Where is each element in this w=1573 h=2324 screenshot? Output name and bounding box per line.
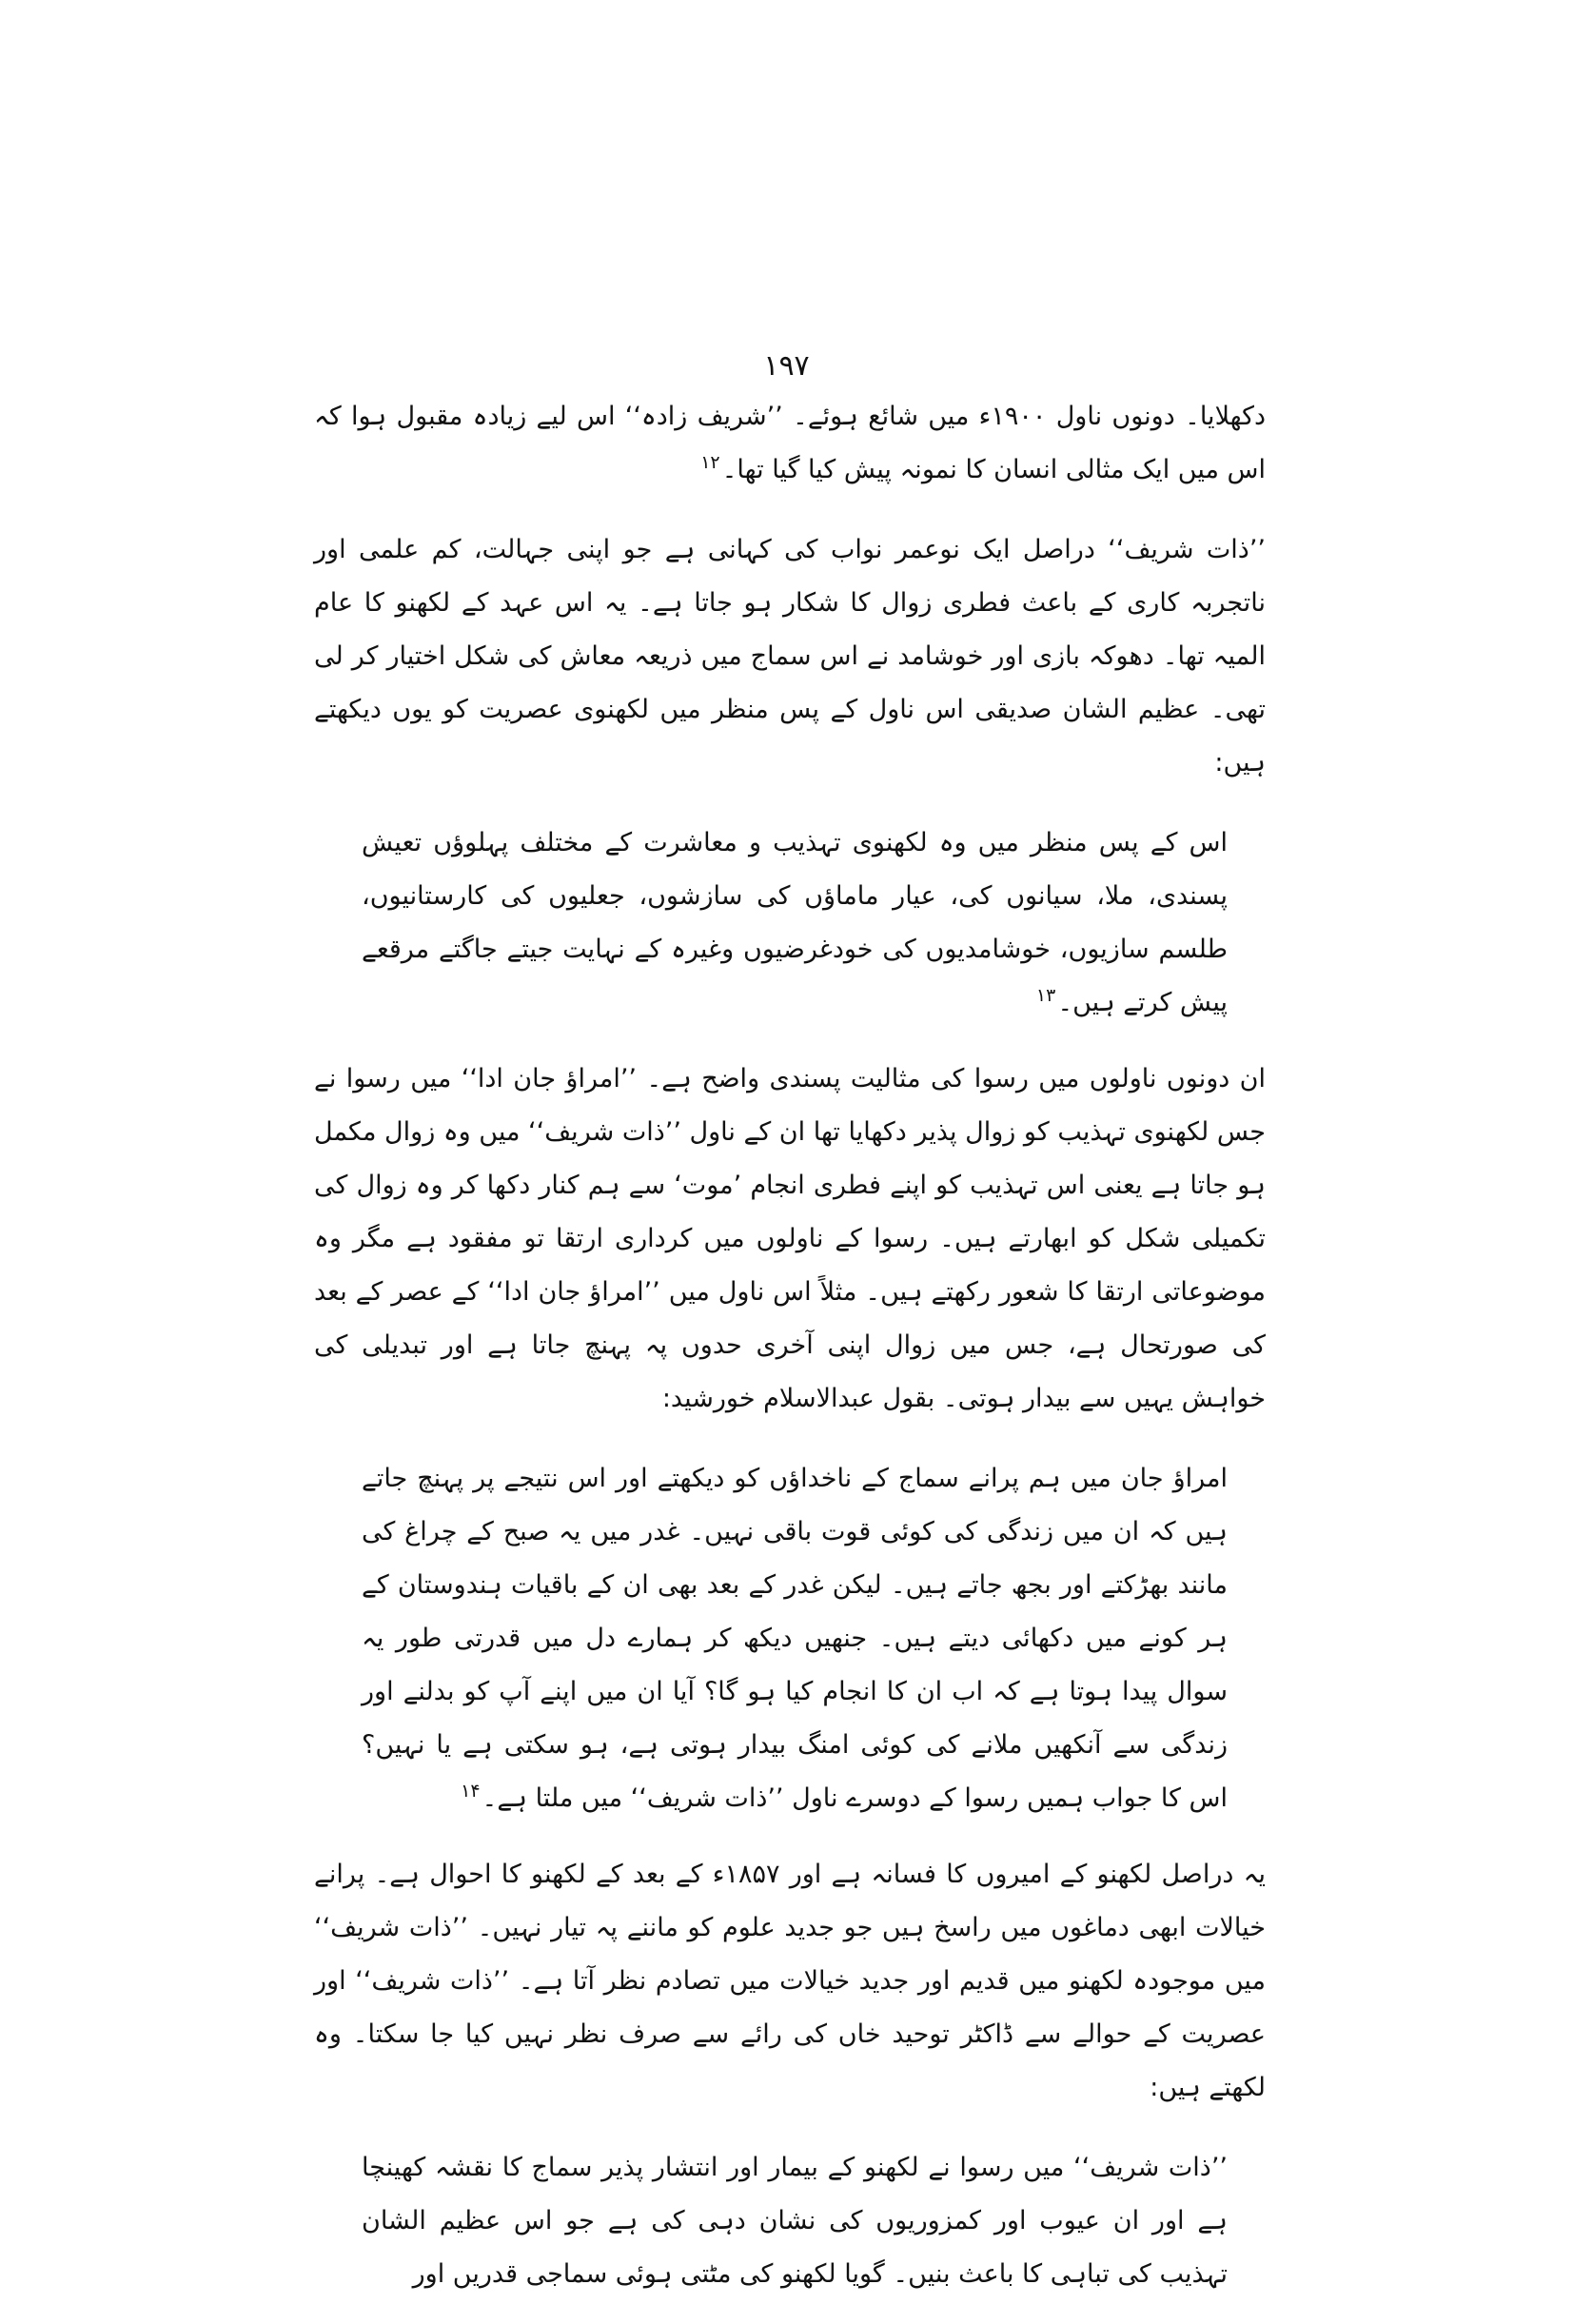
- paragraph-text: ان دونوں ناولوں میں رسوا کی مثالیت پسندی واضح ہے۔ ’’امراؤ جان ادا‘‘ میں رسوا نے جس لکھنوی تہذیب کو زوال پذیر دکھایا تھا ان کے ناول ’’ذات شریف‘‘ میں وہ زوال مکمل ہو جاتا ہے یعنی اس تہذیب کو اپنے فطری انجام ’موت‘ سے ہم کنار دکھا کر وہ زوال کی تکمیلی شکل کو ابھارتے ہیں۔ رسوا کے ناولوں میں کرداری ارتقا تو مفقود ہے مگر وہ موضوعاتی ارتقا کا شعور رکھتے ہیں۔ مثلاً اس ناول میں ’’امراؤ جان ادا‘‘ کے عصر کے بعد کی صورتحال ہے، جس میں زوال اپنی آخری حدوں پہ پہنچ جاتا ہے اور تبدیلی کی خواہش یہیں سے بیدار ہوتی۔ بقول عبدالاسلام خورشید:: [314, 1064, 1266, 1413]
- page-number: ۱۹۷: [763, 349, 810, 383]
- block-quote-2: [362, 1452, 1228, 1825]
- paragraph-4: [314, 1848, 1266, 2115]
- footnote-marker: ۱۴: [461, 1781, 481, 1802]
- footnote-marker: ۱۲: [700, 452, 720, 473]
- paragraph-1: [314, 390, 1266, 497]
- paragraph-text: ’’ذات شریف‘‘ دراصل ایک نوعمر نواب کی کہانی ہے جو اپنی جہالت، کم علمی اور ناتجربہ کاری کے باعث فطری زوال کا شکار ہو جاتا ہے۔ یہ اس عہد کے لکھنو کا عام المیہ تھا۔ دھوکہ بازی اور خوشامد نے اس سماج میں ذریعہ معاش کی شکل اختیار کر لی تھی۔ عظیم الشان صدیقی اس ناول کے پس منظر میں لکھنوی عصریت کو یوں دیکھتے ہیں:: [314, 535, 1266, 778]
- footnote-marker: ۱۳: [1035, 985, 1056, 1006]
- page-body: [314, 390, 1266, 2324]
- quote-text: امراؤ جان میں ہم پرانے سماج کے ناخداؤں کو دیکھتے اور اس نتیجے پر پہنچ جاتے ہیں کہ ان میں زندگی کی کوئی قوت باقی نہیں۔ غدر میں یہ صبح کے چراغ کی مانند بھڑکتے اور بجھ جاتے ہیں۔ لیکن غدر کے بعد بھی ان کے باقیات ہندوستان کے ہر کونے میں دکھائی دیتے ہیں۔ جنھیں دیکھ کر ہمارے دل میں قدرتی طور یہ سوال پیدا ہوتا ہے کہ اب ان کا انجام کیا ہو گا؟ آیا ان میں اپنے آپ کو بدلنے اور زندگی سے آنکھیں ملانے کی کوئی امنگ بیدار ہوتی ہے، ہو سکتی ہے یا نہیں؟ اس کا جواب ہمیں رسوا کے دوسرے ناول ’’ذات شریف‘‘ میں ملتا ہے۔: [362, 1464, 1228, 1813]
- block-quote-1: [362, 817, 1228, 1030]
- quote-text: اس کے پس منظر میں وہ لکھنوی تہذیب و معاشرت کے مختلف پہلوؤں تعیش پسندی، ملا، سیانوں کی، عیار ماماؤں کی سازشوں، جعلیوں کی کارستانیوں، طلسم سازیوں، خوشامدیوں کی خودغرضیوں وغیرہ کے نہایت جیتے جاگتے مرقعے پیش کرتے ہیں۔: [362, 828, 1228, 1017]
- quote-text: ’’ذات شریف‘‘ میں رسوا نے لکھنو کے بیمار اور انتشار پذیر سماج کا نقشہ کھینچا ہے اور ان عیوب اور کمزوریوں کی نشان دہی کی ہے جو اس عظیم الشان تہذیب کی تباہی کا باعث بنیں۔ گویا لکھنو کی مٹتی ہوئی سماجی قدریں اور: [362, 2153, 1228, 2289]
- paragraph-text: دکھلایا۔ دونوں ناول ۱۹۰۰ء میں شائع ہوئے۔ ’’شریف زادہ‘‘ اس لیے زیادہ مقبول ہوا کہ اس میں ایک مثالی انسان کا نمونہ پیش کیا گیا تھا۔: [314, 402, 1266, 484]
- paragraph-3: [314, 1053, 1266, 1426]
- paragraph-text: یہ دراصل لکھنو کے امیروں کا فسانہ ہے اور ۱۸۵۷ء کے بعد کے لکھنو کا احوال ہے۔ پرانے خیالات ابھی دماغوں میں راسخ ہیں جو جدید علوم کو ماننے پہ تیار نہیں۔ ’’ذات شریف‘‘ میں موجودہ لکھنو میں قدیم اور جدید خیالات میں تصادم نظر آتا ہے۔ ’’ذات شریف‘‘ اور عصریت کے حوالے سے ڈاکٹر توحید خاں کی رائے سے صرف نظر نہیں کیا جا سکتا۔ وہ لکھتے ہیں:: [314, 1860, 1266, 2102]
- block-quote-3: [362, 2141, 1228, 2301]
- paragraph-2: [314, 523, 1266, 790]
